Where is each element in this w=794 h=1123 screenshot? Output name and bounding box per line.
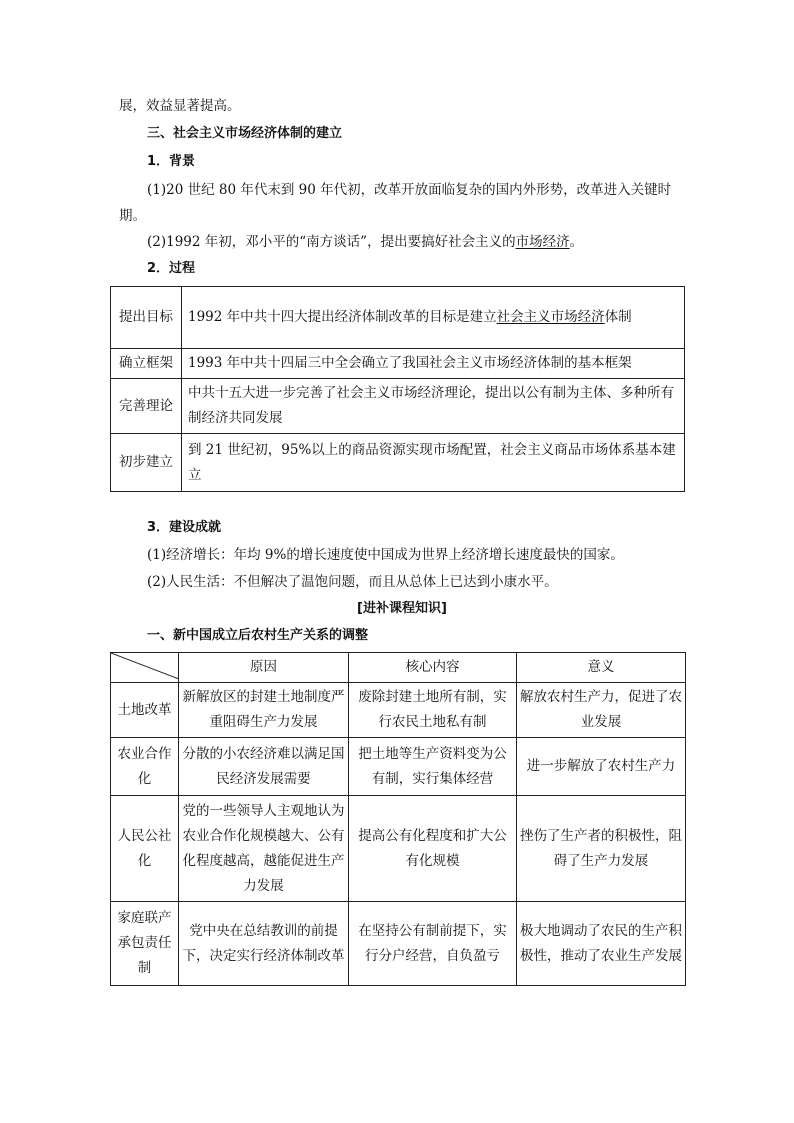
row-meaning: 解放农村生产力，促进了农业发展 <box>517 683 686 738</box>
row-name: 农业合作化 <box>111 738 179 796</box>
row-name: 土地改革 <box>111 683 179 738</box>
row-cause: 分散的小农经济难以满足国民经济发展需要 <box>179 738 349 796</box>
table-header-row <box>111 653 686 683</box>
process-content: 到 21 世纪初，95%以上的商品资源实现市场配置，社会主义商品市场体系基本建立 <box>182 434 685 492</box>
row-meaning: 进一步解放了农村生产力 <box>517 738 686 796</box>
background-item2 <box>147 232 713 252</box>
row-cause: 新解放区的封建土地制度严重阻碍生产力发展 <box>179 683 349 738</box>
row-content: 提高公有化程度和扩大公有化规模 <box>349 796 517 902</box>
rural-table <box>110 652 686 986</box>
background-item2-prefix: (2)1992 年初，邓小平的“南方谈话”，提出要搞好社会主义的 <box>147 234 516 250</box>
intro-line: 展，效益显著提高。 <box>119 98 241 114</box>
process-head: 确立框架 <box>111 349 182 379</box>
background-title: 1．背景 <box>147 154 196 169</box>
row-meaning: 挫伤了生产者的积极性，阻碍了生产力发展 <box>517 796 686 902</box>
row-meaning: 极大地调动了农民的生产积极性，推动了农业生产发展 <box>517 902 686 986</box>
table-row <box>111 796 686 902</box>
process-head: 提出目标 <box>111 287 182 349</box>
diagonal-line <box>111 653 179 679</box>
row-name: 人民公社化 <box>111 796 179 902</box>
section3-title: 三、社会主义市场经济体制的建立 <box>147 126 343 141</box>
row-content: 把土地等生产资料变为公有制，实行集体经营 <box>349 738 517 796</box>
column-header-content: 核心内容 <box>349 653 517 683</box>
process-head: 完善理论 <box>111 379 182 434</box>
section1-title: 一、新中国成立后农村生产关系的调整 <box>147 628 369 643</box>
row-content: 废除封建土地所有制，实行农民土地私有制 <box>349 683 517 738</box>
table-row <box>111 287 685 349</box>
row-cause: 党中央在总结教训的前提下，决定实行经济体制改革 <box>179 902 349 986</box>
process-content <box>182 287 685 349</box>
process-table <box>110 286 685 492</box>
background-item2-underlined: 市场经济 <box>515 234 570 250</box>
table-row <box>111 738 686 796</box>
diagonal-header-cell <box>111 653 179 683</box>
process-head: 初步建立 <box>111 434 182 492</box>
process-content: 中共十五大进一步完善了社会主义市场经济理论，提出以公有制为主体、多种所有制经济共同发展 <box>182 379 685 434</box>
process-content-underlined: 社会主义市场经济 <box>496 309 605 325</box>
background-item2-suffix: 。 <box>569 234 584 250</box>
background-item1-line2: 期。 <box>119 208 146 224</box>
process-content: 1993 年中共十四届三中全会确立了我国社会主义市场经济体制的基本框架 <box>182 349 685 379</box>
background-item1-line1: (1)20 世纪 80 年代末到 90 年代初，改革开放面临复杂的国内外形势，改革进入关键时 <box>147 182 672 198</box>
achievement-item1: (1)经济增长：年均 9%的增长速度使中国成为世界上经济增长速度最快的国家。 <box>147 547 624 563</box>
row-cause: 党的一些领导人主观地认为农业合作化规模越大、公有化程度越高，越能促进生产力发展 <box>179 796 349 902</box>
table-row <box>111 434 685 492</box>
table-row <box>111 379 685 434</box>
column-header-meaning: 意义 <box>517 653 686 683</box>
row-name: 家庭联产承包责任制 <box>111 902 179 986</box>
table-row <box>111 902 686 986</box>
achievements-title: 3．建设成就 <box>147 520 222 535</box>
table-row <box>111 683 686 738</box>
process-title: 2．过程 <box>147 261 196 276</box>
supplement-heading: [进补课程知识] <box>357 601 447 616</box>
column-header-cause: 原因 <box>179 653 349 683</box>
row-content: 在坚持公有制前提下，实行分户经营，自负盈亏 <box>349 902 517 986</box>
table-row <box>111 349 685 379</box>
achievement-item2: (2)人民生活：不但解决了温饱问题，而且从总体上已达到小康水平。 <box>147 574 558 590</box>
process-content-prefix: 1992 年中共十四大提出经济体制改革的目标是建立 <box>188 309 497 325</box>
process-content-suffix: 体制 <box>604 309 632 325</box>
